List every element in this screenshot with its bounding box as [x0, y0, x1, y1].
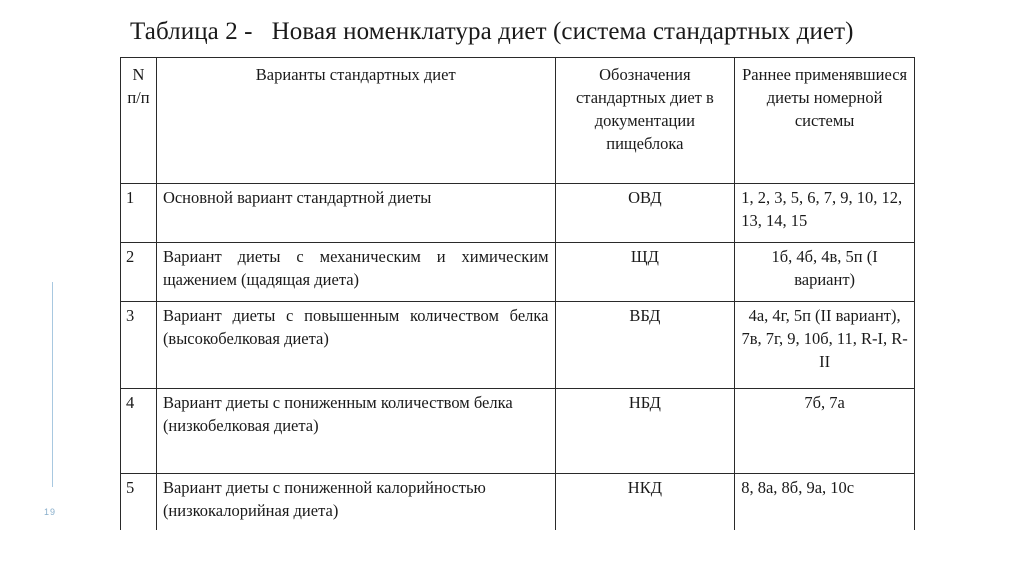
row-legacy: 4а, 4г, 5п (II вариант), 7в, 7г, 9, 10б, 11, R-I, R-II: [735, 302, 915, 389]
table-header-row: [121, 58, 915, 184]
row-legacy: 7б, 7а: [735, 389, 915, 474]
row-number: 3: [121, 302, 157, 389]
table-row: [121, 184, 915, 243]
table-row: [121, 474, 915, 531]
row-legacy: 8, 8а, 8б, 9а, 10с: [735, 474, 915, 531]
row-variant: Вариант диеты с механическим и химическим щажением (щадящая диета): [156, 243, 555, 302]
row-variant: Вариант диеты с пониженной калорийностью (низкокалорийная диета): [156, 474, 555, 531]
table-row: [121, 389, 915, 474]
row-variant: Вариант диеты с повышенным количеством белка (высокобелковая диета): [156, 302, 555, 389]
header-number: N п/п: [121, 58, 157, 184]
table-row: [121, 302, 915, 389]
header-designations: Обозначения стандартных диет в документации пищеблока: [555, 58, 735, 184]
header-diet-variants: Варианты стандартных диет: [156, 58, 555, 184]
header-legacy-diets: Раннее применявшиеся диеты номерной системы: [735, 58, 915, 184]
row-legacy: 1, 2, 3, 5, 6, 7, 9, 10, 12, 13, 14, 15: [735, 184, 915, 243]
row-code: ОВД: [555, 184, 735, 243]
row-variant: Вариант диеты с пониженным количеством белка (низкобелковая диета): [156, 389, 555, 474]
row-code: НБД: [555, 389, 735, 474]
table-row: [121, 243, 915, 302]
row-code: ЩД: [555, 243, 735, 302]
row-code: ВБД: [555, 302, 735, 389]
row-code: НКД: [555, 474, 735, 531]
accent-divider-line: [52, 282, 53, 487]
row-number: 1: [121, 184, 157, 243]
row-number: 4: [121, 389, 157, 474]
page-title: Таблица 2 - Новая номенклатура диет (система стандартных диет): [130, 18, 854, 45]
row-legacy: 1б, 4б, 4в, 5п (I вариант): [735, 243, 915, 302]
page-number: 19: [44, 507, 57, 517]
diet-nomenclature-table: [120, 57, 915, 530]
row-number: 2: [121, 243, 157, 302]
row-variant: Основной вариант стандартной диеты: [156, 184, 555, 243]
row-number: 5: [121, 474, 157, 531]
